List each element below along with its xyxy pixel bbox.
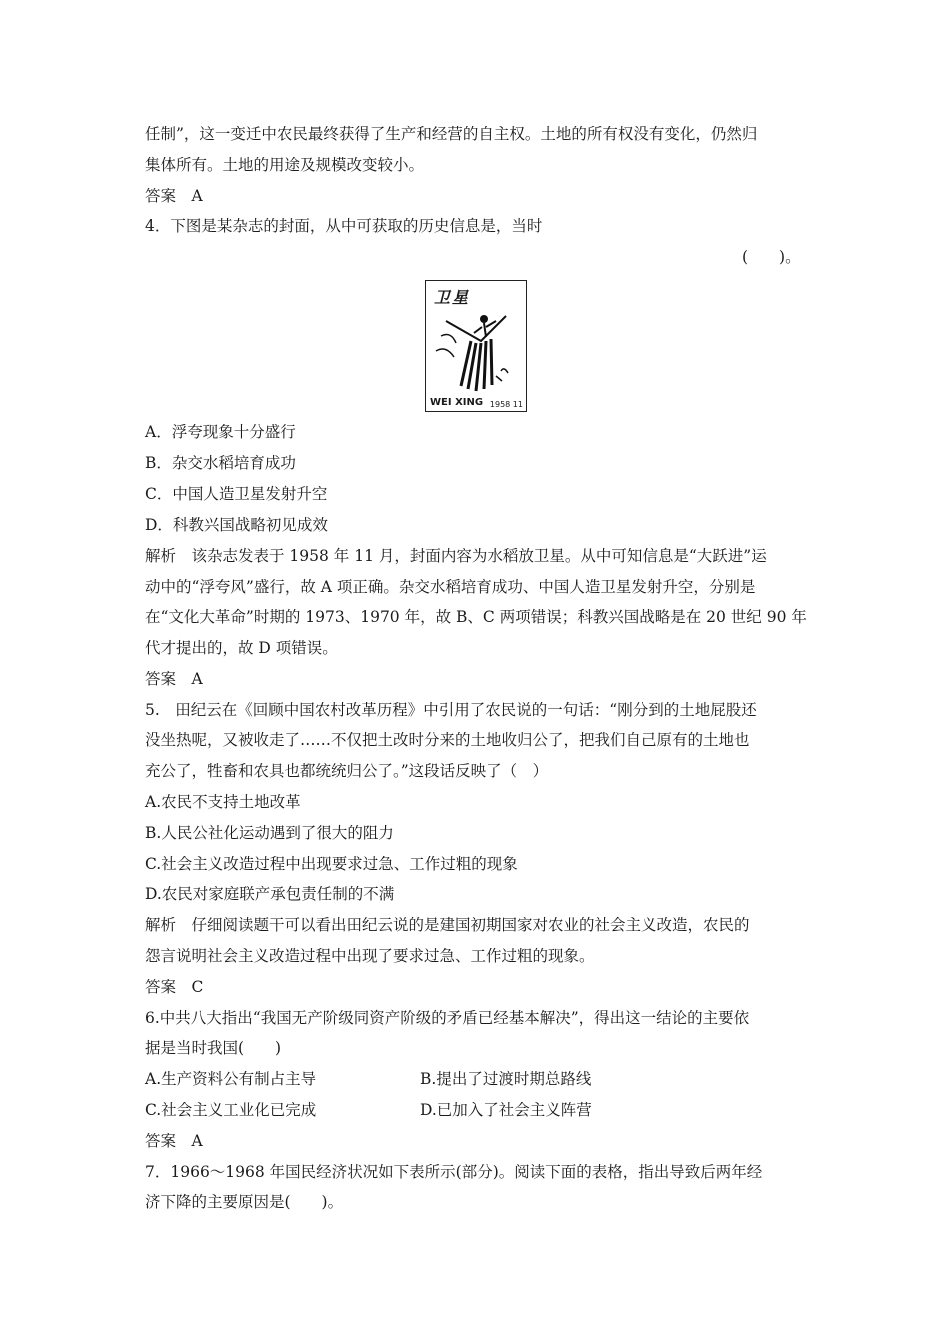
option-b: B．杂交水稻培育成功 bbox=[145, 454, 296, 472]
text-line: 集体所有。土地的用途及规模改变较小。 bbox=[145, 156, 425, 174]
analysis-line: 代才提出的，故 D 项错误。 bbox=[145, 639, 338, 657]
option-a: A.农民不支持土地改革 bbox=[145, 793, 301, 811]
option-c: C.社会主义改造过程中出现要求过急、工作过粗的现象 bbox=[145, 855, 518, 873]
question-4-stem: 4．下图是某杂志的封面，从中可获取的历史信息是，当时 bbox=[145, 217, 543, 235]
option-a: A.生产资料公有制占主导 bbox=[145, 1070, 317, 1088]
option-c: C．中国人造卫星发射升空 bbox=[145, 485, 328, 503]
answer-line: 答案 C bbox=[145, 978, 204, 996]
question-6-stem: 6.中共八大指出“我国无产阶级同资产阶级的矛盾已经基本解决”，得出这一结论的主要依 bbox=[145, 1009, 750, 1027]
question-5-stem: 5. 田纪云在《回顾中国农村改革历程》中引用了农民说的一句话：“刚分到的土地屁股还 bbox=[145, 701, 757, 719]
analysis-line: 在“文化大革命”时期的 1973、1970 年，故 B、C 两项错误；科教兴国战略是在 20 世纪 90 年 bbox=[145, 608, 807, 626]
answer-line: 答案 A bbox=[145, 670, 203, 688]
question-7-stem: 7．1966～1968 年国民经济状况如下表所示(部分)。阅读下面的表格，指出导致后两年经 bbox=[145, 1163, 763, 1181]
analysis-line: 解析 仔细阅读题干可以看出田纪云说的是建国初期国家对农业的社会主义改造，农民的 bbox=[145, 916, 750, 934]
cover-date: 1958 11 bbox=[489, 400, 523, 409]
text-line: 任制”，这一变迁中农民最终获得了生产和经营的自主权。土地的所有权没有变化，仍然归 bbox=[145, 125, 758, 143]
option-d: D.农民对家庭联产承包责任制的不满 bbox=[145, 885, 395, 903]
question-5-stem: 充公了，牲畜和农具也都统统归公了。”这段话反映了（ ） bbox=[145, 762, 549, 780]
cover-footer-text: WEI XING bbox=[430, 397, 484, 408]
option-d: D.已加入了社会主义阵营 bbox=[420, 1101, 592, 1119]
question-5-stem: 没坐热呢，又被收走了……不仅把土改时分来的土地收归公了，把我们自己原有的土地也 bbox=[145, 731, 750, 749]
option-b: B.提出了过渡时期总路线 bbox=[420, 1070, 592, 1088]
analysis-line: 动中的“浮夸风”盛行，故 A 项正确。杂交水稻培育成功、中国人造卫星发射升空，分别是 bbox=[145, 578, 756, 596]
option-d: D．科教兴国战略初见成效 bbox=[145, 516, 328, 534]
analysis-line: 解析 该杂志发表于 1958 年 11 月，封面内容为水稻放卫星。从中可知信息是“大跃进”运 bbox=[145, 547, 767, 565]
answer-line: 答案 A bbox=[145, 187, 203, 205]
magazine-cover-image bbox=[425, 280, 527, 412]
cover-title: 卫星 bbox=[434, 288, 471, 307]
analysis-line: 怨言说明社会主义改造过程中出现了要求过急、工作过粗的现象。 bbox=[145, 947, 595, 965]
question-4-bracket: ( )。 bbox=[742, 248, 801, 266]
option-b: B.人民公社化运动遇到了很大的阻力 bbox=[145, 824, 394, 842]
option-c: C.社会主义工业化已完成 bbox=[145, 1101, 317, 1119]
option-a: A．浮夸现象十分盛行 bbox=[145, 423, 296, 441]
question-7-stem: 济下降的主要原因是( )。 bbox=[145, 1193, 344, 1211]
question-6-stem: 据是当时我国( ) bbox=[145, 1039, 282, 1057]
answer-line: 答案 A bbox=[145, 1132, 203, 1150]
